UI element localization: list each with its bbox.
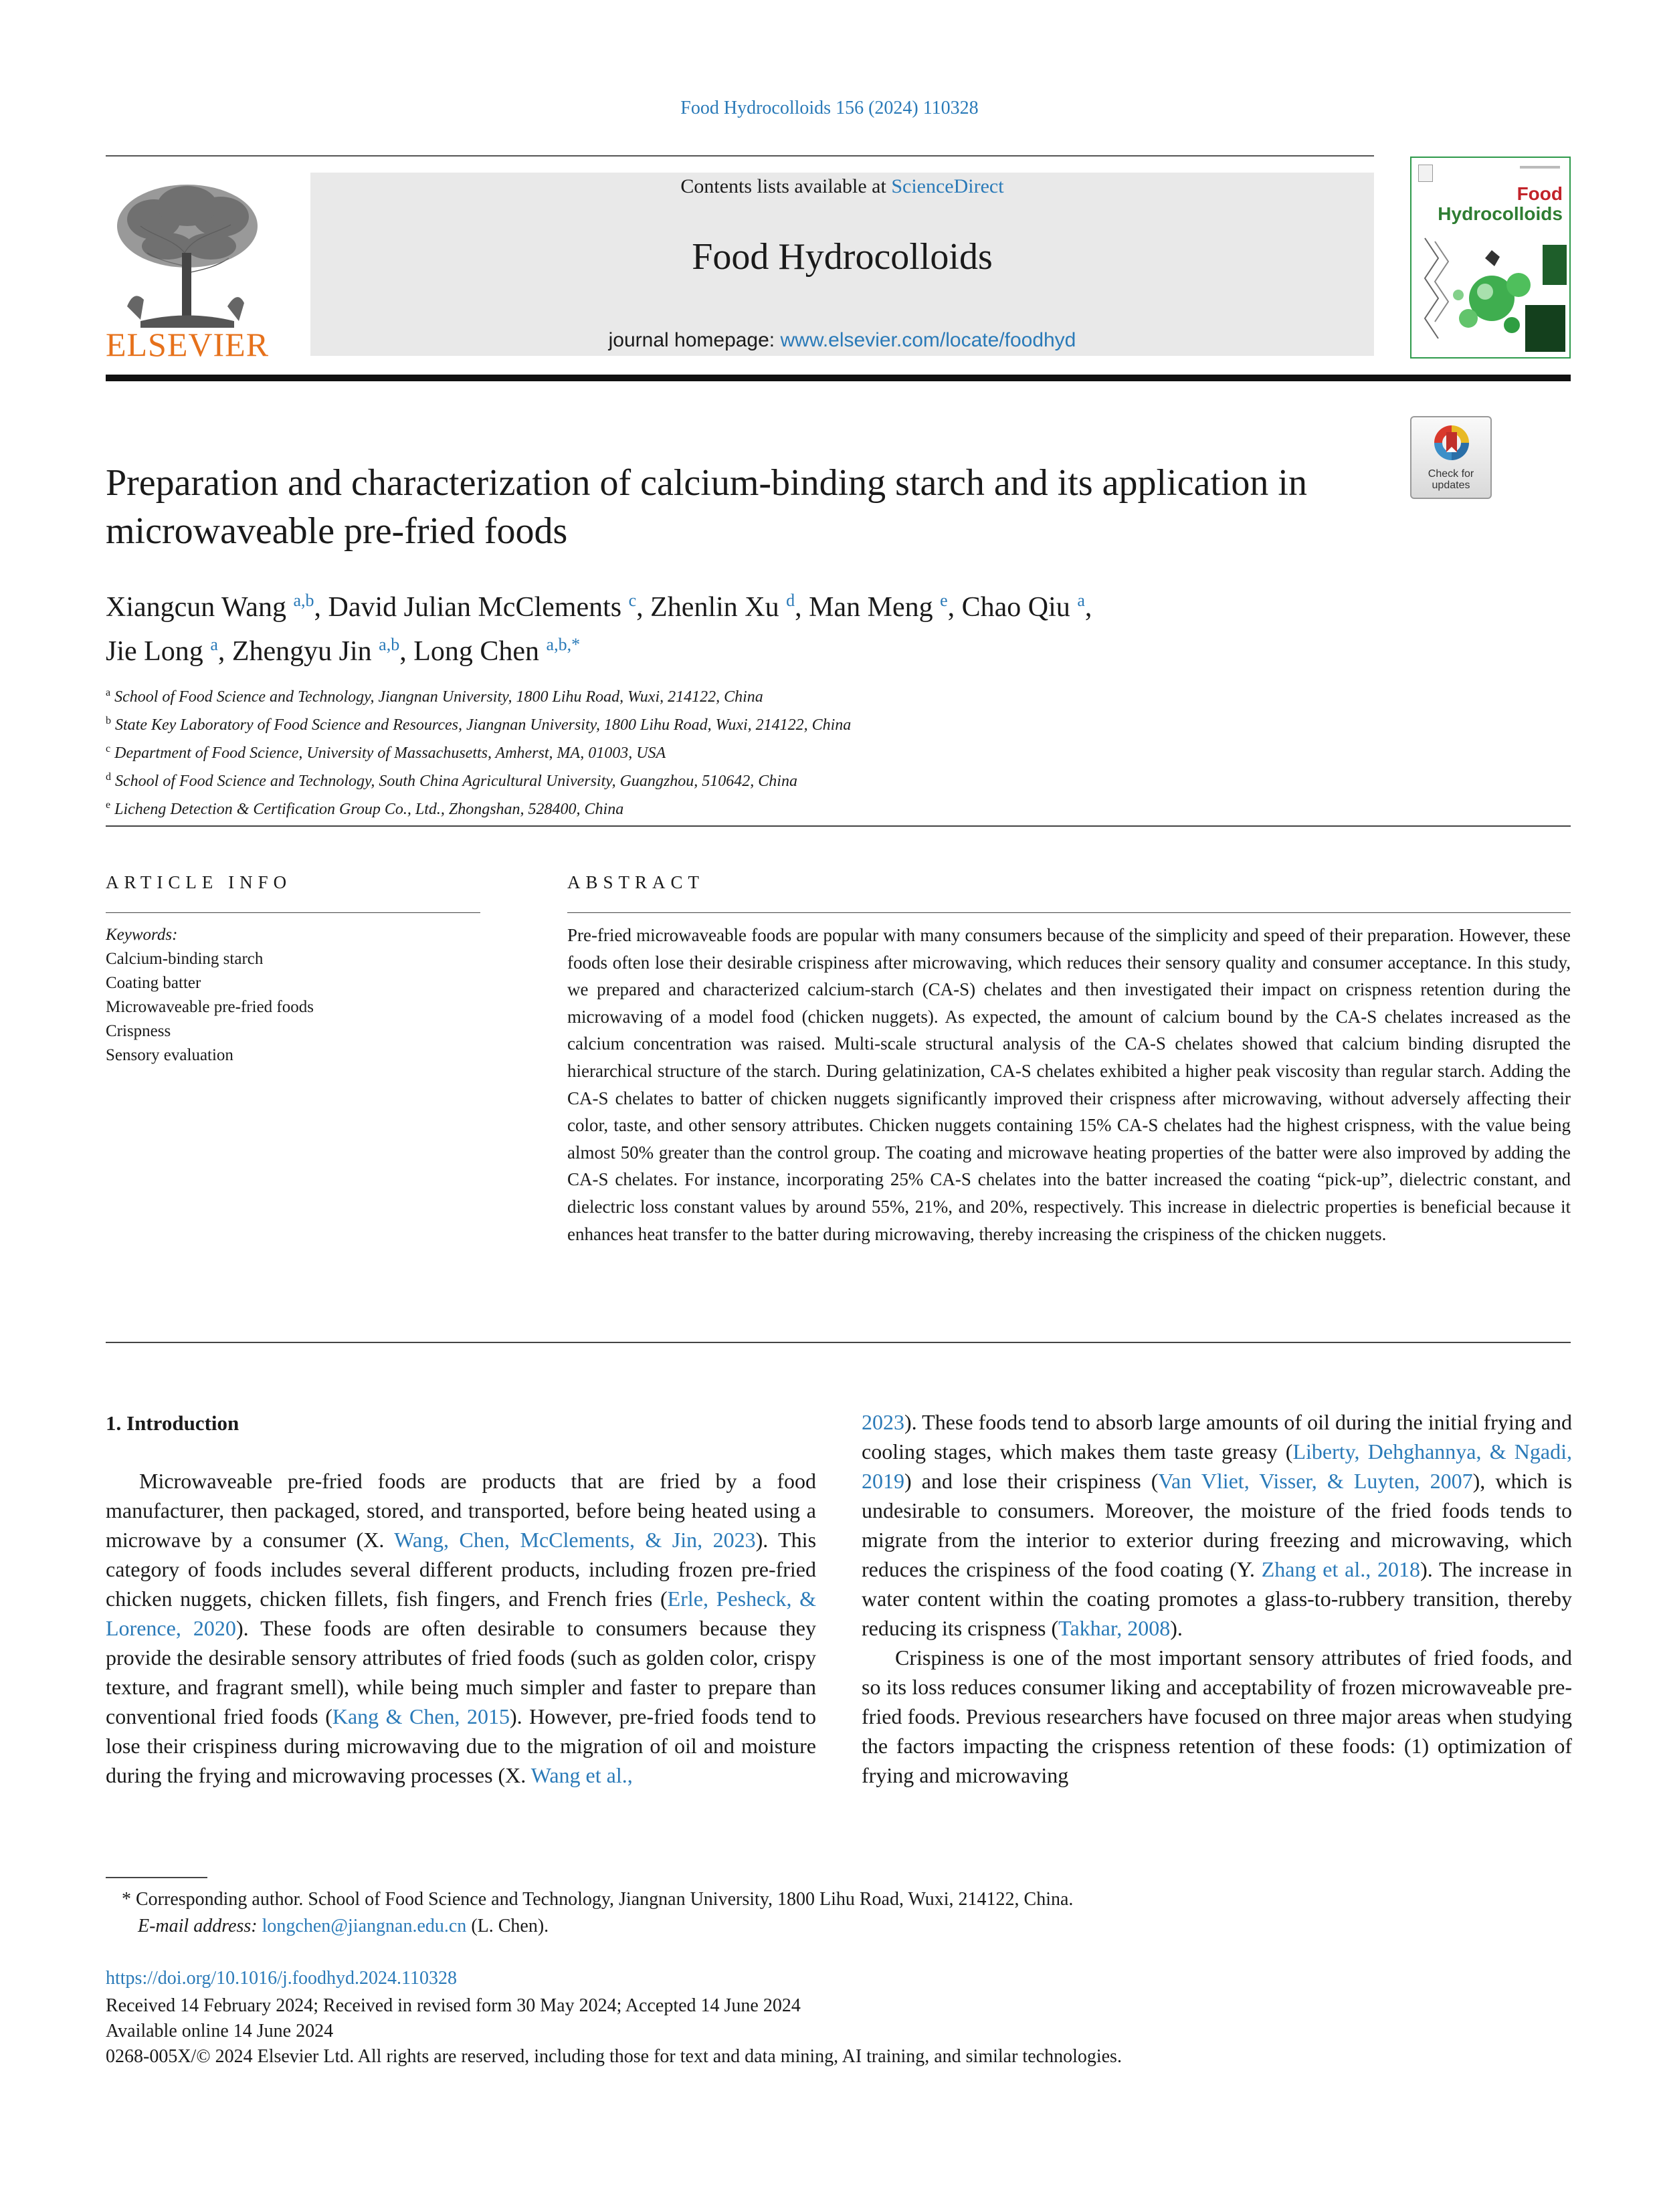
contents-prefix: Contents lists available at xyxy=(680,175,892,197)
journal-cover-thumbnail[interactable] xyxy=(1410,157,1571,359)
citation-link[interactable]: Kang & Chen, 2015 xyxy=(332,1704,510,1728)
affiliation-item xyxy=(106,793,1510,821)
abstract-text: Pre-fried microwaveable foods are popular with many consumers because of the simplicity and speed of their preparation. However, these foods often lose their desirable crispiness after microwaving, which reduces their sensory quality and consumer acceptance. In this study, we prepared and characterized calcium-starch (CA-S) chelates and then investigated their impact on crispness retention during the microwaving of a model food (chicken nuggets). As expected, the amount of calcium bound by the CA-S chelates increased as the calcium concentration was raised. Multi-scale structural analysis of the CA-S chelates showed that calcium binding disrupted the hierarchical structure of the starch. During gelatinization, CA-S chelates exhibited a higher peak viscosity than regular starch. Adding the CA-S chelates to batter of chicken nuggets significantly improved their crispness after microwaving, without adversely affecting their color, taste, and other sensory attributes. Chicken nuggets containing 15% CA-S chelates had the highest crispness, with the value being almost 50% greater than the control group. The coating and microwave heating properties of the batter were also improved by adding the CA-S chelates. For instance, incorporating 25% CA-S chelates into the batter increased the coating “pick-up”, dielectric constant, and dielectric loss constant values by around 55%, 21%, and 20%, respectively. This increase in dielectric properties is beneficial because it enhances heat transfer to the batter during microwaving, thereby increasing the crispiness of the chicken nuggets. xyxy=(567,925,1571,1244)
author-name[interactable]: Long Chen xyxy=(413,636,540,667)
keywords-label: Keywords: xyxy=(106,926,178,944)
author-name[interactable]: Jie Long xyxy=(106,636,203,667)
affiliation-divider xyxy=(106,825,1571,827)
keyword-item: Coating batter xyxy=(106,974,201,992)
keyword-item: Calcium-binding starch xyxy=(106,950,264,968)
affiliation-text: Department of Food Science, University of Massachusetts, Amherst, MA, 01003, USA xyxy=(114,744,666,762)
header-divider xyxy=(106,155,1374,157)
affiliation-text: State Key Laboratory of Food Science and Resources, Jiangnan University, 1800 Lihu Road, Wuxi, 214122, China xyxy=(115,716,852,734)
publication-dates xyxy=(106,1993,1577,2070)
cover-art-molecules-icon xyxy=(1411,231,1569,359)
article-title: Preparation and characterization of calcium-binding starch and its application in microwaveable pre-fried foods xyxy=(106,462,1307,552)
author-name[interactable]: Zhenlin Xu xyxy=(650,592,779,623)
keywords-block xyxy=(106,923,507,1068)
author-name[interactable]: David Julian McClements xyxy=(328,592,622,623)
author-affiliation-marker[interactable]: e xyxy=(940,591,948,610)
sciencedirect-link[interactable]: ScienceDirect xyxy=(891,175,1004,197)
crossmark-label: Check for updates xyxy=(1428,468,1474,491)
keywords-list xyxy=(106,947,507,1068)
abstract-end-divider xyxy=(106,1342,1571,1343)
affiliation-item xyxy=(106,765,1510,793)
homepage-prefix: journal homepage: xyxy=(608,329,781,351)
body-text: ). This category of foods includes several different products, including frozen pre-fried chicken nuggets, chicken fillets, fish fingers, and French fries ( xyxy=(106,1528,817,1611)
affiliation-item xyxy=(106,737,1510,765)
citation-link[interactable]: Wang et al., xyxy=(530,1763,633,1787)
introduction-right-column xyxy=(862,1407,1572,1790)
body-text: ). The increase in water content within the coating promotes a glass-to-rubbery transition, thereby reducing its crispness ( xyxy=(862,1557,1573,1640)
body-text: ), which is undesirable to consumers. Moreover, the moisture of the fried foods tends to migrate from the interior to exterior during freezing and microwaving, which reduces the crispiness of the food coating (Y. xyxy=(862,1469,1573,1581)
keyword-item: Microwaveable pre-fried foods xyxy=(106,998,314,1016)
cover-publisher-mark-icon xyxy=(1418,165,1433,182)
email-suffix: (L. Chen). xyxy=(466,1916,549,1936)
author-name[interactable]: Chao Qiu xyxy=(961,592,1070,623)
journal-reference-link[interactable]: Food Hydrocolloids 156 (2024) 110328 xyxy=(680,98,979,118)
affiliation-key: c xyxy=(106,743,111,755)
corresponding-author-footnote xyxy=(106,1886,1577,1940)
journal-homepage-link[interactable]: www.elsevier.com/locate/foodhyd xyxy=(780,329,1076,351)
introduction-heading: 1. Introduction xyxy=(106,1411,239,1435)
cover-title-hydrocolloids: Hydrocolloids xyxy=(1438,203,1563,224)
author-affiliation-marker[interactable]: d xyxy=(786,591,795,610)
introduction-paragraph-crispiness: Crispiness is one of the most important sensory attributes of fried foods, and so its loss reduces consumer liking and acceptability of frozen microwaveable pre-fried foods. Previous researchers have focused on three major areas when studying the factors impacting the crispness retention of these foods: (1) optimization of frying and microwaving xyxy=(862,1645,1572,1787)
article-info-heading: ARTICLE INFO xyxy=(106,872,292,892)
affiliation-text: School of Food Science and Technology, Jiangnan University, 1800 Lihu Road, Wuxi, 214122, China xyxy=(114,688,763,706)
citation-link[interactable]: Takhar, 2008 xyxy=(1058,1616,1171,1640)
citation-link[interactable]: Erle, Pesheck, & Lorence, 2020 xyxy=(106,1587,817,1640)
affiliation-key: a xyxy=(106,687,111,698)
cover-issn-bar xyxy=(1520,166,1560,169)
corresponding-author-note: * Corresponding author. School of Food Science and Technology, Jiangnan University, 1800 Lihu Road, Wuxi, 214122, China. xyxy=(122,1889,1074,1910)
affiliation-key: d xyxy=(106,771,111,783)
cover-title-food: Food xyxy=(1517,183,1563,204)
author-affiliation-marker[interactable]: a,b xyxy=(379,635,400,654)
author-name[interactable]: Xiangcun Wang xyxy=(106,592,286,623)
email-link[interactable]: longchen@jiangnan.edu.cn xyxy=(262,1916,467,1936)
email-line xyxy=(106,1913,1577,1940)
keyword-item: Sensory evaluation xyxy=(106,1046,233,1064)
body-text: Microwaveable pre-fried foods are products that are fried by a food manufacturer, then packaged, stored, and transported, before being heated using a microwave by a consumer (X. xyxy=(106,1469,816,1552)
author-affiliation-marker[interactable]: a,b xyxy=(293,591,314,610)
affiliation-key: e xyxy=(106,799,111,811)
introduction-left-column xyxy=(106,1466,816,1790)
body-text: ). These foods tend to absorb large amounts of oil during the initial frying and cooling stages, which makes them taste greasy ( xyxy=(862,1410,1572,1464)
abstract-divider xyxy=(567,912,1571,913)
citation-link[interactable]: Van Vliet, Visser, & Luyten, 2007 xyxy=(1158,1469,1473,1493)
affiliation-item xyxy=(106,681,1510,709)
copyright-notice: 0268-005X/© 2024 Elsevier Ltd. All rights are reserved, including those for text and data mining, AI training, and similar technologies. xyxy=(106,2046,1122,2067)
available-online-date: Available online 14 June 2024 xyxy=(106,2021,334,2041)
journal-homepage-line xyxy=(310,329,1374,352)
body-text: ). However, pre-fried foods tend to lose their crispiness during microwaving due to the migration of oil and moisture during the frying and microwaving processes (X. xyxy=(106,1704,817,1787)
article-info-divider xyxy=(106,912,480,913)
affiliation-text: School of Food Science and Technology, South China Agricultural University, Guangzhou, 510642, China xyxy=(115,773,797,790)
author-affiliation-marker[interactable]: c xyxy=(628,591,637,610)
affiliation-item xyxy=(106,709,1510,737)
body-text: ). These foods are often desirable to consumers because they provide the desirable sensory attributes of fried foods (such as golden color, crispy texture, and fragrant smell), while being much simpler and faster to prepare than conventional fried foods ( xyxy=(106,1616,817,1728)
crossmark-icon xyxy=(1432,423,1472,466)
check-for-updates-button[interactable] xyxy=(1410,416,1492,499)
body-text: ). xyxy=(1170,1616,1183,1640)
journal-name: Food Hydrocolloids xyxy=(692,236,993,278)
received-dates: Received 14 February 2024; Received in revised form 30 May 2024; Accepted 14 June 2024 xyxy=(106,1995,801,2016)
affiliation-text: Licheng Detection & Certification Group Co., Ltd., Zhongshan, 528400, China xyxy=(114,801,624,818)
author-name[interactable]: Zhengyu Jin xyxy=(231,636,372,667)
abstract-heading: ABSTRACT xyxy=(567,872,705,892)
citation-link[interactable]: Wang, Chen, McClements, & Jin, 2023 xyxy=(394,1528,756,1552)
citation-link[interactable]: 2023 xyxy=(862,1410,904,1434)
affiliation-list xyxy=(106,681,1510,821)
elsevier-wordmark: ELSEVIER xyxy=(105,326,270,363)
footnote-divider xyxy=(106,1877,207,1878)
author-affiliation-marker[interactable]: a,b,* xyxy=(546,635,581,654)
introduction-paragraph-continued xyxy=(862,1407,1572,1643)
doi-link[interactable]: https://doi.org/10.1016/j.foodhyd.2024.110328 xyxy=(106,1968,458,1989)
keyword-item: Crispness xyxy=(106,1022,171,1040)
contents-available-line xyxy=(310,175,1374,198)
body-text: ) and lose their crispiness ( xyxy=(904,1469,1159,1493)
email-label: E-mail address: xyxy=(138,1916,262,1936)
author-affiliation-marker[interactable]: a xyxy=(1077,591,1085,610)
masthead-bottom-rule xyxy=(106,375,1571,381)
author-affiliation-marker[interactable]: a xyxy=(210,635,218,654)
citation-link[interactable]: Zhang et al., 2018 xyxy=(1261,1557,1421,1581)
affiliation-key: b xyxy=(106,715,111,726)
citation-link[interactable]: Liberty, Dehghannya, & Ngadi, 2019 xyxy=(862,1439,1573,1493)
author-name[interactable]: Man Meng xyxy=(809,592,933,623)
author-list: Xiangcun Wang $^{a,b}$, David Julian McClements $^c$, Zhenlin Xu $^d$, Man Meng $^e$, Chao Qiu $^a$, Jie Long $^a$, Zhengyu Jin $^{a,b}$, Long Chen $^{a,b,*}$ xyxy=(106,591,1092,667)
